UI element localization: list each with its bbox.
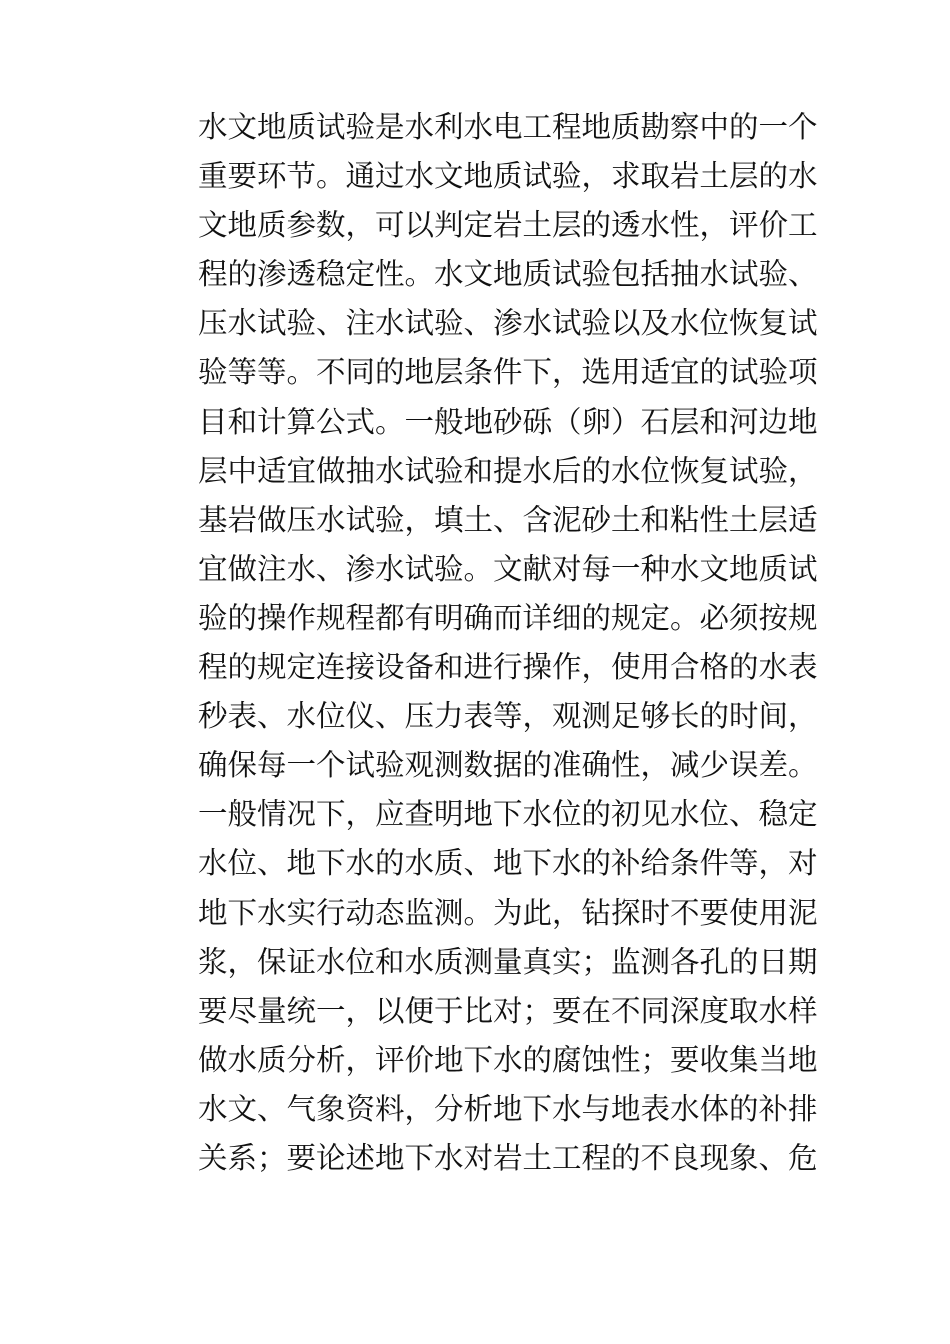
text-line: 宜做注水、渗水试验。文献对每一种水文地质试 [198,551,818,586]
text-line: 压水试验、注水试验、渗水试验以及水位恢复试 [198,306,818,341]
text-line: 程的规定连接设备和进行操作，使用合格的水表 [198,650,818,685]
text-line: 做水质分析，评价地下水的腐蚀性；要收集当地 [198,1042,818,1077]
text-line: 水文地质试验是水利水电工程地质勘察中的一个 [198,110,818,144]
text-line: 文地质参数，可以判定岩土层的透水性，评价工 [198,208,818,243]
text-line: 程的渗透稳定性。水文地质试验包括抽水试验、 [198,257,818,292]
text-line: 浆，保证水位和水质测量真实；监测各孔的日期 [198,944,818,979]
text-line: 水文、气象资料，分析地下水与地表水体的补排 [198,1091,818,1126]
text-line: 验的操作规程都有明确而详细的规定。必须按规 [198,600,818,635]
text-line: 层中适宜做抽水试验和提水后的水位恢复试验， [198,453,818,488]
text-line: 秒表、水位仪、压力表等，观测足够长的时间， [198,699,818,734]
text-line: 目和计算公式。一般地砂砾（卵）石层和河边地 [198,404,818,439]
text-line: 确保每一个试验观测数据的准确性，减少误差。 [198,748,818,783]
text-line: 重要环节。通过水文地质试验，求取岩土层的水 [198,159,818,194]
text-line: 关系；要论述地下水对岩土工程的不良现象、危 [198,1140,818,1175]
body-paragraph [198,103,818,1183]
text-line: 验等等。不同的地层条件下，选用适宜的试验项 [198,355,818,390]
text-line: 基岩做压水试验，填土、含泥砂土和粘性土层适 [198,502,818,537]
text-line: 水位、地下水的水质、地下水的补给条件等，对 [198,846,818,881]
text-line: 一般情况下，应查明地下水位的初见水位、稳定 [198,797,818,832]
text-line: 地下水实行动态监测。为此，钻探时不要使用泥 [198,895,818,930]
text-line: 要尽量统一，以便于比对；要在不同深度取水样 [198,993,818,1028]
